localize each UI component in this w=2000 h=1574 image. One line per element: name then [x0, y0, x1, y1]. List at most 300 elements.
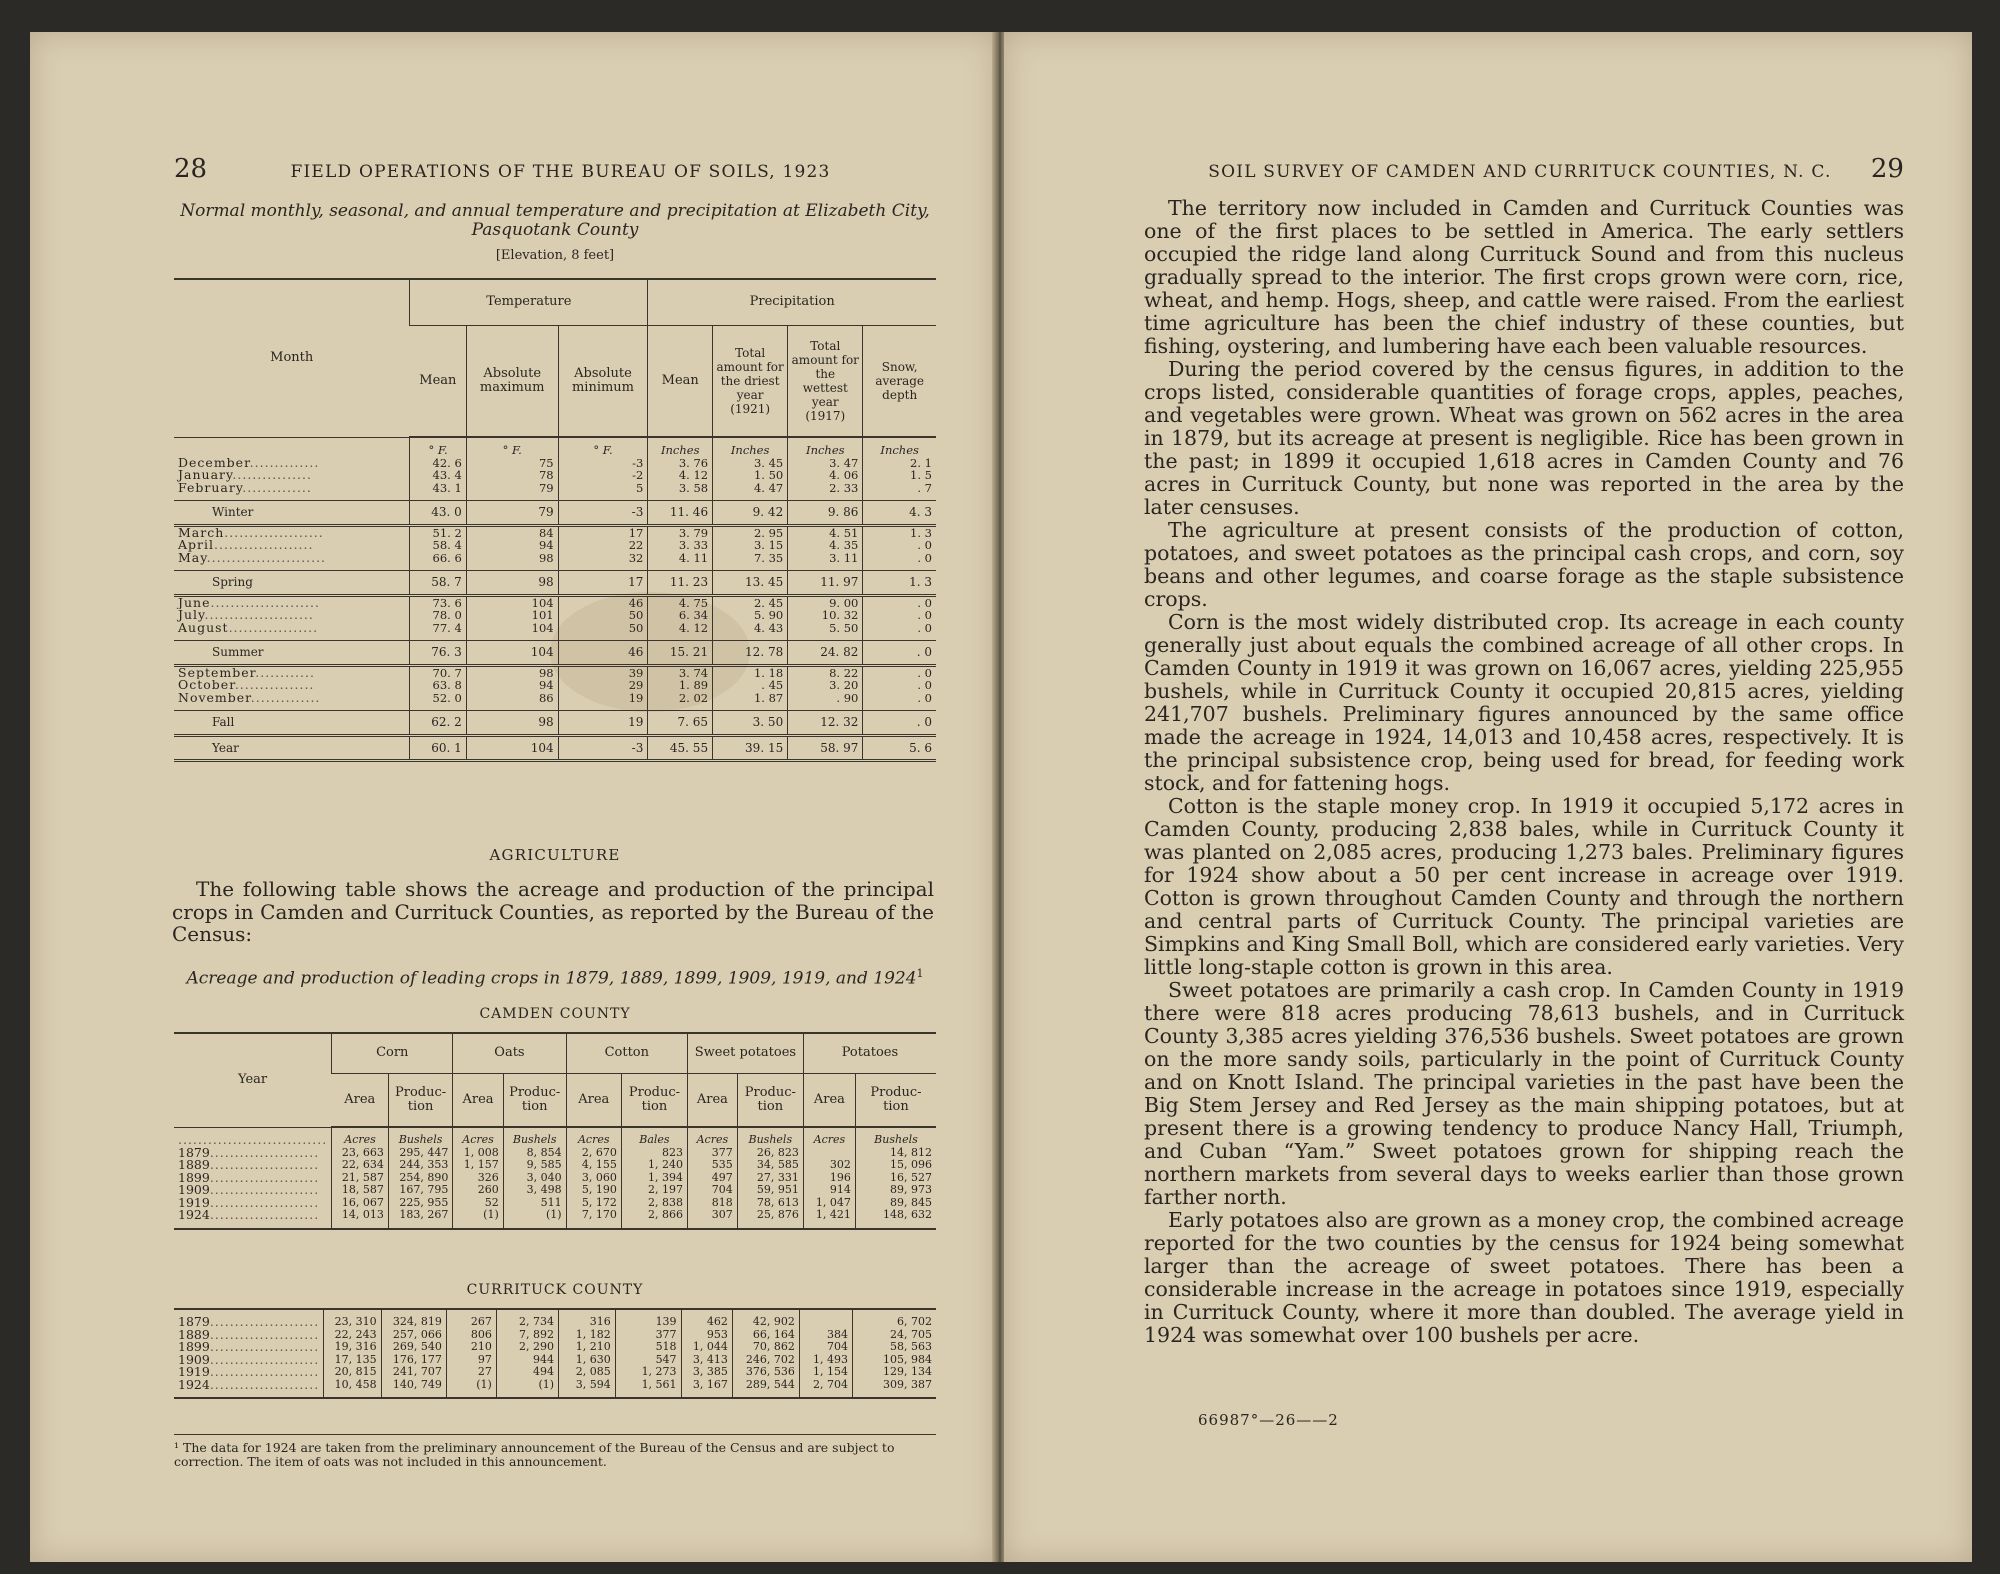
- season-name: Summer: [174, 641, 410, 666]
- value-cell: 3. 79: [648, 525, 713, 539]
- month-name: December..............: [178, 456, 320, 469]
- year-value: -3: [558, 735, 648, 761]
- value-cell: 2. 45: [713, 595, 788, 609]
- value-cell: 944: [496, 1354, 558, 1367]
- climate-table-title: Normal monthly, seasonal, and annual temperature and precipitation at Elizabeth City, Pasquotank County: [180, 201, 930, 240]
- value-cell: . 0: [863, 595, 936, 609]
- value-cell: 1. 18: [713, 665, 788, 679]
- season-value: 15. 21: [648, 641, 713, 666]
- value-cell: 78, 613: [737, 1197, 803, 1210]
- month-name: May........................: [178, 551, 327, 565]
- leader-dots: ......................: [209, 1314, 320, 1329]
- value-cell: 43. 1: [410, 482, 466, 501]
- value-cell: 58. 4: [410, 539, 466, 552]
- production-header: Produc-tion: [503, 1073, 566, 1127]
- season-value: 11. 46: [648, 501, 713, 526]
- leader-dots: ......................: [209, 1328, 320, 1341]
- month-header: Month: [174, 279, 410, 437]
- left-page: [30, 32, 996, 1562]
- leader-dots: ......................: [209, 1378, 320, 1392]
- value-cell: 244, 353: [388, 1159, 452, 1172]
- leader-dots: ....................: [224, 525, 324, 539]
- value-cell: 5: [558, 482, 648, 501]
- leader-dots: ....................: [214, 539, 314, 552]
- unit-cell: Acres: [687, 1127, 737, 1147]
- snow-header: Snow, average depth: [863, 325, 936, 437]
- value-cell: 246, 702: [732, 1354, 799, 1367]
- value-cell: 462: [681, 1309, 732, 1329]
- value-cell: 8, 854: [503, 1147, 566, 1160]
- value-cell: 547: [615, 1354, 681, 1367]
- year-value: 39. 15: [713, 735, 788, 761]
- value-cell: 94: [466, 679, 558, 692]
- unit-cell: Inches: [648, 437, 713, 457]
- value-cell: 210: [446, 1341, 496, 1354]
- value-cell: 89, 845: [855, 1197, 936, 1210]
- value-cell: 4, 155: [566, 1159, 621, 1172]
- value-cell: 140, 749: [381, 1379, 446, 1399]
- unit-cell: ° F.: [410, 437, 466, 457]
- value-cell: 148, 632: [855, 1209, 936, 1229]
- month-row: [174, 469, 936, 482]
- value-cell: 52. 0: [410, 692, 466, 711]
- area-header: Area: [687, 1073, 737, 1127]
- leader-dots: ......................: [209, 1171, 320, 1184]
- month-name: February..............: [178, 481, 312, 495]
- value-cell: 24, 705: [852, 1329, 936, 1342]
- value-cell: 3. 11: [788, 552, 863, 571]
- value-cell: 98: [466, 665, 558, 679]
- precip-mean-header: Mean: [648, 325, 713, 437]
- unit-cell: Inches: [863, 437, 936, 457]
- paragraph: Corn is the most widely distributed crop. Its acreage in each county generally just about equals the combined acreage of all other crops. In Camden County in 1919 it was grown on 16,067 acres, yielding 225,955 bushels, while in Currituck County it occupied 20,815 acres, yielding 241,707 bushels. Preliminary figures announced by the same office made the acreage in 1924, 14,013 and 10,458 acres, respectively. It is the principal subsistence crop, being used for bread, for feeding work stock, and for fattening hogs.: [1144, 610, 1904, 795]
- climate-table: [174, 278, 936, 762]
- value-cell: 1. 3: [863, 525, 936, 539]
- value-cell: 241, 707: [381, 1366, 446, 1379]
- value-cell: 1, 273: [615, 1366, 681, 1379]
- month-row: [174, 609, 936, 622]
- month-row: [174, 595, 936, 609]
- value-cell: 7. 35: [713, 552, 788, 571]
- cotton-header: Cotton: [566, 1033, 687, 1073]
- value-cell: 4. 47: [713, 482, 788, 501]
- sweet-potatoes-header: Sweet potatoes: [687, 1033, 803, 1073]
- unit-cell: Bales: [621, 1127, 687, 1147]
- month-row: [174, 525, 936, 539]
- leader-dots: ......................: [209, 1146, 320, 1159]
- month-row: [174, 539, 936, 552]
- value-cell: 1, 421: [803, 1209, 855, 1229]
- season-value: 24. 82: [788, 641, 863, 666]
- value-cell: 4. 43: [713, 622, 788, 641]
- value-cell: 34, 585: [737, 1159, 803, 1172]
- value-cell: 3. 76: [648, 457, 713, 470]
- production-header: Produc-tion: [388, 1073, 452, 1127]
- value-cell: 139: [615, 1309, 681, 1329]
- value-cell: 10. 32: [788, 609, 863, 622]
- value-cell: 39: [558, 665, 648, 679]
- left-running-head: [174, 154, 934, 184]
- value-cell: 1. 5: [863, 469, 936, 482]
- print-code: 66987°—26——2: [1198, 1411, 1339, 1429]
- season-name: Winter: [174, 501, 410, 526]
- value-cell: 17: [558, 525, 648, 539]
- year-value: 60. 1: [410, 735, 466, 761]
- right-running-head: [1149, 154, 1904, 184]
- season-value: 79: [466, 501, 558, 526]
- paragraph: During the period covered by the census figures, in addition to the crops listed, considerable quantities of forage crops, apples, peaches, and vegetables were grown. Wheat was grown on 562 acres in the area in 1879, but its acreage at present is negligible. Rice has been grown in the past; in 1899 it occupied 1,618 acres in Camden County and 76 acres in Currituck County, but none was reported in the area by the later censuses.: [1144, 357, 1904, 519]
- value-cell: 78: [466, 469, 558, 482]
- unit-cell: ° F.: [466, 437, 558, 457]
- value-cell: 1, 630: [559, 1354, 616, 1367]
- value-cell: 2, 670: [566, 1147, 621, 1160]
- season-value: 12. 78: [713, 641, 788, 666]
- table-row: [174, 1366, 936, 1379]
- value-cell: 129, 134: [852, 1366, 936, 1379]
- value-cell: 3. 74: [648, 665, 713, 679]
- value-cell: 94: [466, 539, 558, 552]
- value-cell: 176, 177: [381, 1354, 446, 1367]
- value-cell: 63. 8: [410, 679, 466, 692]
- value-cell: 3, 498: [503, 1184, 566, 1197]
- currituck-table: [174, 1308, 936, 1399]
- value-cell: (1): [496, 1379, 558, 1399]
- abs-max-header: Absolute maximum: [466, 325, 558, 437]
- driest-year-header: Total amount for the driest year (1921): [713, 325, 788, 437]
- month-row: [174, 692, 936, 711]
- area-header: Area: [453, 1073, 503, 1127]
- year-cell: 1899......................: [178, 1171, 320, 1184]
- value-cell: 22: [558, 539, 648, 552]
- value-cell: 267: [446, 1309, 496, 1329]
- unit-cell: Bushels: [737, 1127, 803, 1147]
- value-cell: 4. 75: [648, 595, 713, 609]
- value-cell: . 0: [863, 609, 936, 622]
- value-cell: 1, 240: [621, 1159, 687, 1172]
- value-cell: 3, 040: [503, 1172, 566, 1185]
- value-cell: 42. 6: [410, 457, 466, 470]
- value-cell: 1, 044: [681, 1341, 732, 1354]
- leader-dots: ..............: [249, 456, 320, 469]
- value-cell: 2, 085: [559, 1366, 616, 1379]
- season-value: -3: [558, 501, 648, 526]
- value-cell: (1): [453, 1209, 503, 1229]
- season-row: [174, 501, 936, 526]
- crops-table: [174, 1032, 936, 1230]
- value-cell: 3. 47: [788, 457, 863, 470]
- leader-dots: ......................: [209, 1353, 320, 1366]
- month-row: [174, 665, 936, 679]
- camden-table-body: [174, 1127, 936, 1229]
- value-cell: 50: [558, 609, 648, 622]
- leader-dots: ......................: [209, 1209, 320, 1222]
- value-cell: 2, 704: [799, 1379, 852, 1399]
- value-cell: 1, 493: [799, 1354, 852, 1367]
- value-cell: 4. 35: [788, 539, 863, 552]
- value-cell: 167, 795: [388, 1184, 452, 1197]
- value-cell: 4. 11: [648, 552, 713, 571]
- month-name: January................: [178, 469, 312, 482]
- year-cell: 1889......................: [178, 1159, 320, 1172]
- climate-table-body: [174, 437, 936, 761]
- value-cell: . 0: [863, 679, 936, 692]
- value-cell: 1, 157: [453, 1159, 503, 1172]
- month-row: [174, 552, 936, 571]
- leader-dots: ..............................: [178, 1131, 328, 1147]
- year-cell: 1919......................: [178, 1196, 320, 1209]
- value-cell: 3. 58: [648, 482, 713, 501]
- unit-cell: Bushels: [503, 1127, 566, 1147]
- value-cell: 1, 047: [803, 1197, 855, 1210]
- season-row: [174, 711, 936, 736]
- currituck-table-body: [174, 1309, 936, 1398]
- season-value: 9. 42: [713, 501, 788, 526]
- value-cell: 1. 89: [648, 679, 713, 692]
- season-value: 43. 0: [410, 501, 466, 526]
- leader-dots: ............: [255, 665, 315, 679]
- value-cell: 1, 210: [559, 1341, 616, 1354]
- value-cell: 104: [466, 595, 558, 609]
- value-cell: 4. 51: [788, 525, 863, 539]
- month-name: August..................: [178, 621, 319, 635]
- value-cell: 2, 290: [496, 1341, 558, 1354]
- value-cell: 3, 060: [566, 1172, 621, 1185]
- value-cell: 4. 12: [648, 622, 713, 641]
- value-cell: 58, 563: [852, 1341, 936, 1354]
- value-cell: . 90: [788, 692, 863, 711]
- value-cell: 42, 902: [732, 1309, 799, 1329]
- season-value: 4. 3: [863, 501, 936, 526]
- value-cell: 73. 6: [410, 595, 466, 609]
- value-cell: 535: [687, 1159, 737, 1172]
- leader-dots: ................: [232, 469, 312, 482]
- value-cell: 70, 862: [732, 1341, 799, 1354]
- season-value: 58. 7: [410, 571, 466, 596]
- value-cell: 1, 394: [621, 1172, 687, 1185]
- year-header: Year: [174, 1033, 332, 1127]
- value-cell: 3. 33: [648, 539, 713, 552]
- season-value: 98: [466, 571, 558, 596]
- right-page: [1004, 32, 1972, 1562]
- unit-cell: Acres: [566, 1127, 621, 1147]
- value-cell: (1): [446, 1379, 496, 1399]
- value-cell: 5. 90: [713, 609, 788, 622]
- season-value: 17: [558, 571, 648, 596]
- value-cell: 14, 812: [855, 1147, 936, 1160]
- value-cell: . 45: [713, 679, 788, 692]
- month-name: April....................: [178, 539, 314, 552]
- year-row: [174, 735, 936, 761]
- value-cell: 6. 34: [648, 609, 713, 622]
- season-value: 98: [466, 711, 558, 736]
- value-cell: 16, 067: [332, 1197, 389, 1210]
- season-value: 1. 3: [863, 571, 936, 596]
- value-cell: 3, 167: [681, 1379, 732, 1399]
- unit-cell: Bushels: [855, 1127, 936, 1147]
- value-cell: 1, 182: [559, 1329, 616, 1342]
- year-cell: 1909......................: [178, 1184, 320, 1197]
- units-label: [174, 1127, 332, 1147]
- unit-cell: Acres: [803, 1127, 855, 1147]
- potatoes-header: Potatoes: [803, 1033, 936, 1073]
- value-cell: 50: [558, 622, 648, 641]
- value-cell: 9, 585: [503, 1159, 566, 1172]
- season-value: 11. 23: [648, 571, 713, 596]
- value-cell: 105, 984: [852, 1354, 936, 1367]
- value-cell: 89, 973: [855, 1184, 936, 1197]
- value-cell: 2. 1: [863, 457, 936, 470]
- value-cell: . 0: [863, 539, 936, 552]
- crops-table-title: [170, 964, 940, 989]
- value-cell: 377: [615, 1329, 681, 1342]
- value-cell: 225, 955: [388, 1197, 452, 1210]
- unit-cell: Inches: [788, 437, 863, 457]
- value-cell: 27, 331: [737, 1172, 803, 1185]
- value-cell: 84: [466, 525, 558, 539]
- value-cell: 2. 95: [713, 525, 788, 539]
- value-cell: 70. 7: [410, 665, 466, 679]
- value-cell: 52: [453, 1197, 503, 1210]
- year-cell: 1924......................: [178, 1209, 320, 1222]
- value-cell: 7, 892: [496, 1329, 558, 1342]
- footnote-mark: 1: [916, 967, 924, 980]
- area-header: Area: [332, 1073, 389, 1127]
- units-row: [174, 1127, 936, 1147]
- table-row: [174, 1329, 936, 1342]
- value-cell: 2, 734: [496, 1309, 558, 1329]
- table-row: [174, 1209, 936, 1229]
- body-text: [1144, 197, 1904, 1347]
- season-value: 19: [558, 711, 648, 736]
- year-cell: 1899......................: [178, 1341, 320, 1354]
- year-cell: 1879......................: [178, 1314, 320, 1329]
- season-value: 9. 86: [788, 501, 863, 526]
- value-cell: 3, 413: [681, 1354, 732, 1367]
- year-value: 45. 55: [648, 735, 713, 761]
- value-cell: 289, 544: [732, 1379, 799, 1399]
- value-cell: 79: [466, 482, 558, 501]
- value-cell: 9. 00: [788, 595, 863, 609]
- leader-dots: ......................: [209, 1159, 320, 1172]
- value-cell: 14, 013: [332, 1209, 389, 1229]
- value-cell: 704: [799, 1341, 852, 1354]
- value-cell: 326: [453, 1172, 503, 1185]
- value-cell: 6, 702: [852, 1309, 936, 1329]
- corn-header: Corn: [332, 1033, 453, 1073]
- value-cell: 23, 310: [324, 1309, 381, 1329]
- month-name: June......................: [178, 595, 320, 609]
- paragraph: Cotton is the staple money crop. In 1919 it occupied 5,172 acres in Camden County, producing 2,838 bales, while in Currituck County it was planted on 2,085 acres, producing 1,273 bales. Preliminary figures for 1924 show about a 50 per cent increase in acreage over 1919. Cotton is grown throughout Camden County and through the northern and central parts of Currituck County. The principal varieties are Simpkins and King Small Boll, which are considered early varieties. Very little long-staple cotton is grown in this area.: [1144, 794, 1904, 979]
- season-value: . 0: [863, 641, 936, 666]
- production-header: Produc-tion: [737, 1073, 803, 1127]
- year-cell: 1879......................: [178, 1146, 320, 1159]
- value-cell: -2: [558, 469, 648, 482]
- value-cell: 3. 20: [788, 679, 863, 692]
- page-number: 29: [1870, 154, 1904, 184]
- value-cell: 2, 866: [621, 1209, 687, 1229]
- month-name: October................: [178, 679, 315, 692]
- leader-dots: ......................: [210, 595, 320, 609]
- paragraph: Early potatoes also are grown as a money crop, the combined acreage reported for the two counties by the census for 1924 being somewhat larger than the acreage of sweet potatoes. There has been a considerable increase in the acreage in potatoes since 1919, especially in Currituck County, where it more than doubled. The average yield in 1924 was somewhat over 100 bushels per acre.: [1144, 1208, 1904, 1347]
- value-cell: 46: [558, 595, 648, 609]
- value-cell: 10, 458: [324, 1379, 381, 1399]
- leader-dots: ......................: [209, 1341, 320, 1354]
- value-cell: (1): [503, 1209, 566, 1229]
- value-cell: 101: [466, 609, 558, 622]
- running-title: FIELD OPERATIONS OF THE BUREAU OF SOILS, 1923: [290, 162, 831, 182]
- value-cell: 32: [558, 552, 648, 571]
- value-cell: 97: [446, 1354, 496, 1367]
- season-name: Fall: [174, 711, 410, 736]
- area-header: Area: [566, 1073, 621, 1127]
- paragraph: The territory now included in Camden and Currituck Counties was one of the first places to be settled in America. The early settlers occupied the ridge land along Currituck Sound and from this nucleus gradually spread to the interior. The first crops grown were corn, rice, wheat, and hemp. Hogs, sheep, and cattle were raised. From the earliest time agriculture has been the chief industry of these counties, but fishing, oystering, and lumbering have each been valuable resources.: [1144, 196, 1904, 358]
- value-cell: 22, 243: [324, 1329, 381, 1342]
- season-value: 13. 45: [713, 571, 788, 596]
- value-cell: 66. 6: [410, 552, 466, 571]
- year-cell: 1909......................: [178, 1353, 320, 1366]
- season-value: 76. 3: [410, 641, 466, 666]
- value-cell: -3: [558, 457, 648, 470]
- value-cell: 51. 2: [410, 525, 466, 539]
- agriculture-heading: AGRICULTURE: [489, 846, 621, 864]
- production-header: Produc-tion: [621, 1073, 687, 1127]
- value-cell: 16, 527: [855, 1172, 936, 1185]
- year-cell: 1889......................: [178, 1328, 320, 1341]
- season-value: 7. 65: [648, 711, 713, 736]
- value-cell: 4. 12: [648, 469, 713, 482]
- value-cell: 254, 890: [388, 1172, 452, 1185]
- value-cell: 269, 540: [381, 1341, 446, 1354]
- wettest-year-header: Total amount for the wettest year (1917): [788, 325, 863, 437]
- year-cell: 1919......................: [178, 1366, 320, 1379]
- value-cell: 260: [453, 1184, 503, 1197]
- table-row: [174, 1341, 936, 1354]
- value-cell: 66, 164: [732, 1329, 799, 1342]
- season-row: [174, 571, 936, 596]
- value-cell: 5, 172: [566, 1197, 621, 1210]
- season-value: . 0: [863, 711, 936, 736]
- value-cell: 309, 387: [852, 1379, 936, 1399]
- unit-cell: Inches: [713, 437, 788, 457]
- value-cell: 5. 50: [788, 622, 863, 641]
- value-cell: 8. 22: [788, 665, 863, 679]
- value-cell: . 0: [863, 665, 936, 679]
- running-title: SOIL SURVEY OF CAMDEN AND CURRITUCK COUNTIES, N. C.: [1208, 162, 1832, 182]
- value-cell: 19, 316: [324, 1341, 381, 1354]
- value-cell: 1. 87: [713, 692, 788, 711]
- value-cell: 5, 190: [566, 1184, 621, 1197]
- value-cell: 15, 096: [855, 1159, 936, 1172]
- value-cell: 98: [466, 552, 558, 571]
- value-cell: 19: [558, 692, 648, 711]
- month-row: [174, 457, 936, 470]
- value-cell: 7, 170: [566, 1209, 621, 1229]
- leader-dots: ......................: [209, 1196, 320, 1209]
- value-cell: 494: [496, 1366, 558, 1379]
- value-cell: 22, 634: [332, 1159, 389, 1172]
- temp-mean-header: Mean: [410, 325, 466, 437]
- value-cell: 78. 0: [410, 609, 466, 622]
- elevation-note: [Elevation, 8 feet]: [495, 248, 615, 263]
- leader-dots: ......................: [209, 1184, 320, 1197]
- value-cell: 27: [446, 1366, 496, 1379]
- leader-dots: ........................: [206, 551, 327, 565]
- value-cell: 3, 385: [681, 1366, 732, 1379]
- value-cell: . 0: [863, 622, 936, 641]
- season-row: [174, 641, 936, 666]
- value-cell: 3. 15: [713, 539, 788, 552]
- value-cell: 953: [681, 1329, 732, 1342]
